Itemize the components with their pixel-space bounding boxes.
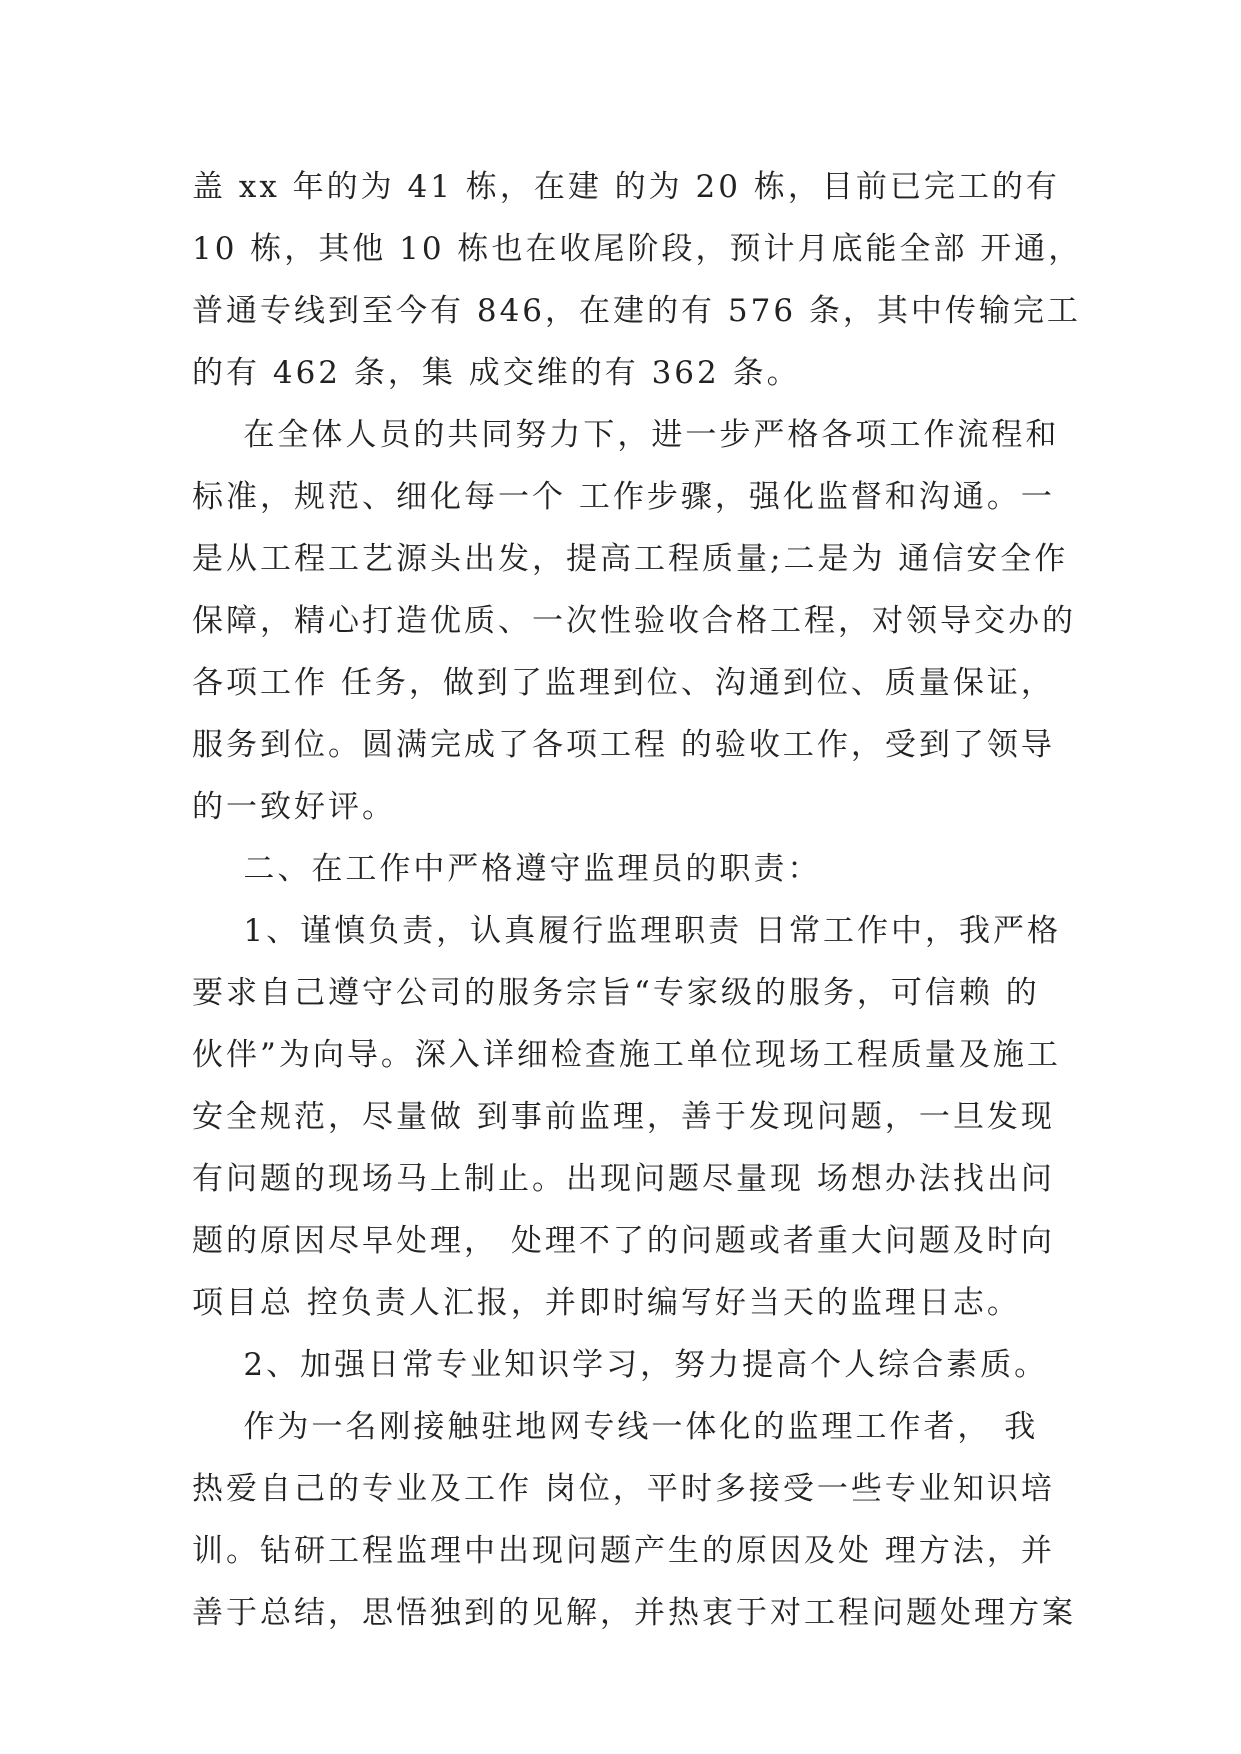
section-heading: 二、在工作中严格遵守监理员的职责： [192,851,822,887]
text-line: 要求自己遵守公司的服务宗旨“专家级的服务，可信赖 的 [192,975,1040,1011]
text-line: 标准，规范、细化每一个 工作步骤，强化监督和沟通。一 [192,479,1055,515]
text-line: 10 栋，其他 10 栋也在收尾阶段，预计月底能全部 开通， [192,231,1083,267]
text-line: 作为一名刚接触驻地网专线一体化的监理工作者， 我 [192,1409,1039,1445]
text-line: 安全规范，尽量做 到事前监理，善于发现问题，一旦发现 [192,1099,1055,1135]
text-line: 盖 xx 年的为 41 栋，在建 的为 20 栋，目前已完工的有 [192,169,1060,205]
text-line: 善于总结，思悟独到的见解，并热衷于对工程问题处理方案 [192,1595,1076,1631]
text-line: 有问题的现场马上制止。出现问题尽量现 场想办法找出问 [192,1161,1055,1197]
text-line: 普通专线到至今有 846，在建的有 576 条，其中传输完工 [192,293,1081,329]
text-line: 的有 462 条，集 成交维的有 362 条。 [192,355,801,391]
text-line: 保障，精心打造优质、一次性验收合格工程，对领导交办的 [192,603,1076,639]
text-line: 服务到位。圆满完成了各项工程 的验收工作，受到了领导 [192,727,1055,763]
text-line: 1、谨慎负责，认真履行监理职责 日常工作中，我严格 [192,913,1061,949]
text-line: 在全体人员的共同努力下，进一步严格各项工作流程和 [192,417,1060,453]
text-line: 各项工作 任务，做到了监理到位、沟通到位、质量保证， [192,665,1055,701]
text-line: 训。钻研工程监理中出现问题产生的原因及处 理方法，并 [192,1533,1055,1569]
text-line: 是从工程工艺源头出发，提高工程质量;二是为 通信安全作 [192,541,1069,577]
text-line: 伙伴”为向导。深入详细检查施工单位现场工程质量及施工 [192,1037,1061,1073]
text-line: 热爱自己的专业及工作 岗位，平时多接受一些专业知识培 [192,1471,1055,1507]
text-line: 2、加强日常专业知识学习，努力提高个人综合素质。 [192,1347,1049,1383]
text-line: 的一致好评。 [192,789,396,825]
text-line: 题的原因尽早处理， 处理不了的问题或者重大问题及时向 [192,1223,1055,1259]
text-line: 项目总 控负责人汇报，并即时编写好当天的监理日志。 [192,1285,1021,1321]
